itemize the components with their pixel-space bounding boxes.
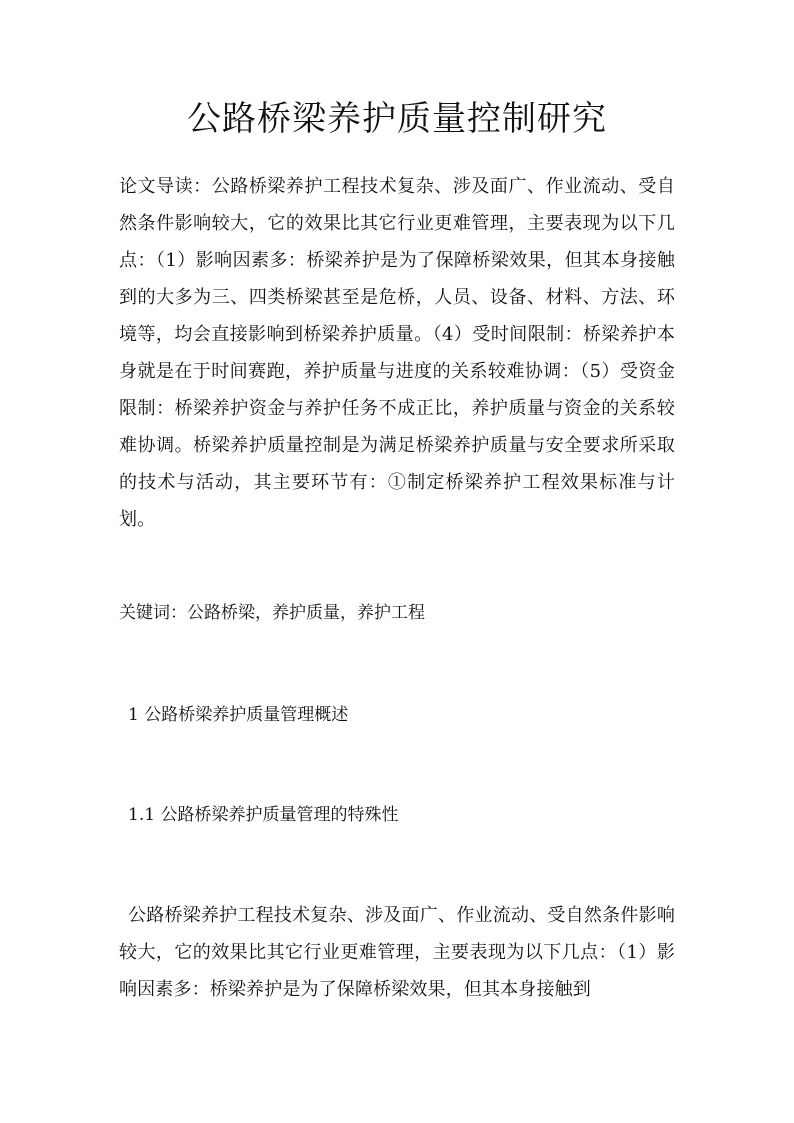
keywords-line: 关键词：公路桥梁，养护质量，养护工程 — [119, 603, 425, 623]
section-1-1-body-paragraph: 公路桥梁养护工程技术复杂、涉及面广、作业流动、受自然条件影响较大，它的效果比其它行业更难管理，主要表现为以下几点：（1）影响因素多：桥梁养护是为了保障桥梁效果，但其本身接触到 — [119, 905, 675, 1000]
section-heading-1: 1 公路桥梁养护质量管理概述 — [128, 705, 349, 725]
document-title: 公路桥梁养护质量控制研究 — [187, 99, 607, 139]
section-heading-1-1: 1.1 公路桥梁养护质量管理的特殊性 — [128, 805, 399, 825]
abstract-paragraph: 论文导读：公路桥梁养护工程技术复杂、涉及面广、作业流动、受自然条件影响较大，它的效果比其它行业更难管理，主要表现为以下几点：（1）影响因素多：桥梁养护是为了保障桥梁效果，但其本身接触到的大多为三、四类桥梁甚至是危桥，人员、设备、材料、方法、环境等，均会直接影响到桥梁养护质量。（4）受时间限制：桥梁养护本身就是在于时间赛跑，养护质量与进度的关系较难协调：（5）受资金限制：桥梁养护资金与养护任务不成正比，养护质量与资金的关系较难协调。桥梁养护质量控制是为满足桥梁养护质量与安全要求所采取的技术与活动，其主要环节有：①制定桥梁养护工程效果标准与计划。 — [119, 176, 675, 530]
